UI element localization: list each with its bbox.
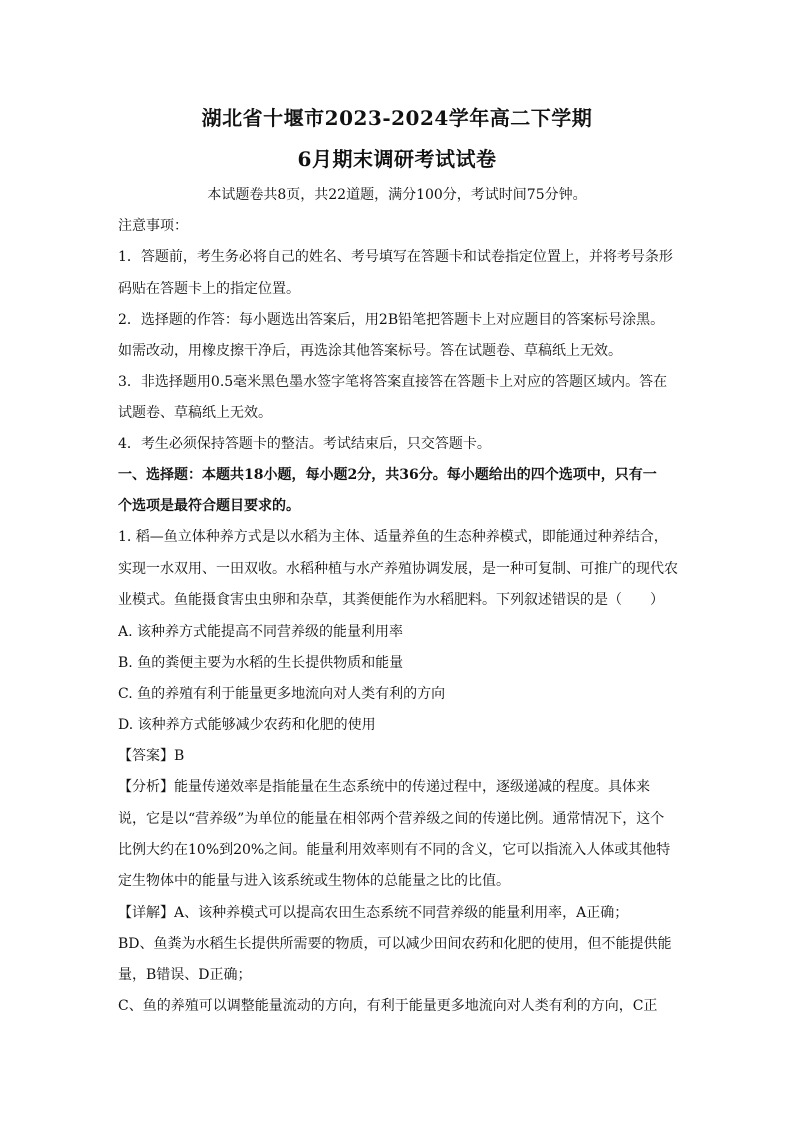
notice-line: 1．答题前，考生务必将自己的姓名、考号填写在答题卡和试卷指定位置上，并将考号条形 [118, 249, 673, 265]
notice-line: 4．考生必须保持答题卡的整洁。考试结束后，只交答题卡。 [118, 436, 491, 452]
option-b: B. 鱼的粪便主要为水稻的生长提供物质和能量 [118, 655, 404, 671]
section-heading: 一、选择题：本题共18小题，每小题2分，共36分。每小题给出的四个选项中，只有一 [118, 467, 657, 483]
exam-info: 本试题卷共8页，共22道题，满分100分，考试时间75分钟。 [207, 187, 587, 203]
option-a: A. 该种养方式能提高不同营养级的能量利用率 [118, 624, 404, 640]
question-stem: 1. 稻—鱼立体种养方式是以水稻为主体、适量养鱼的生态种养模式，即能通过种养结合， [118, 529, 668, 545]
option-d: D. 该种养方式能够减少农药和化肥的使用 [118, 717, 376, 733]
section-heading: 个选项是最符合题目要求的。 [118, 498, 300, 514]
analysis-line: 比例大约在10%到20%之间。能量利用效率则有不同的含义，它可以指流入人体或其他特 [118, 842, 671, 858]
analysis-line: 说，它是以“营养级”为单位的能量在相邻两个营养级之间的传递比例。通常情况下，这个 [118, 811, 665, 827]
answer: 【答案】B [118, 748, 185, 764]
question-stem: 实现一水双用、一田双收。水稻种植与水产养殖协调发展，是一种可复制、可推广的现代农 [118, 561, 678, 577]
exam-title-line1: 湖北省十堰市2023-2024学年高二下学期 [201, 106, 593, 130]
notice-line: 如需改动，用橡皮擦干净后，再选涂其他答案标号。答在试题卷、草稿纸上无效。 [118, 343, 622, 359]
notice-heading: 注意事项： [118, 218, 188, 234]
notice-line: 2．选择题的作答：每小题选出答案后，用2B铅笔把答题卡上对应题目的答案标号涂黑。 [118, 312, 665, 328]
exam-title-line2: 6月期末调研考试试卷 [297, 147, 497, 171]
notice-line: 3．非选择题用0.5毫米黑色墨水签字笔将答案直接答在答题卡上对应的答题区域内。答在 [118, 374, 668, 390]
notice-line: 码贴在答题卡上的指定位置。 [118, 281, 300, 297]
explanation-line: 【详解】A、该种养模式可以提高农田生态系统不同营养级的能量利用率，A正确； [118, 905, 629, 921]
analysis-line: 定生物体中的能量与进入该系统或生物体的总能量之比的比值。 [118, 873, 510, 889]
analysis-line: 【分析】能量传递效率是指能量在生态系统中的传递过程中，逐级递减的程度。具体来 [118, 779, 650, 795]
explanation-line: 量，B错误、D正确； [118, 967, 252, 983]
explanation-line: C、鱼的养殖可以调整能量流动的方向，有利于能量更多地流向对人类有利的方向，C正 [118, 998, 658, 1014]
question-stem: 业模式。鱼能摄食害虫虫卵和杂草，其粪便能作为水稻肥料。下列叙述错误的是（ ） [118, 592, 664, 608]
option-c: C. 鱼的养殖有利于能量更多地流向对人类有利的方向 [118, 686, 446, 702]
explanation-line: BD、鱼粪为水稻生长提供所需要的物质，可以减少田间农药和化肥的使用，但不能提供能 [118, 936, 672, 952]
notice-line: 试题卷、草稿纸上无效。 [118, 405, 272, 421]
